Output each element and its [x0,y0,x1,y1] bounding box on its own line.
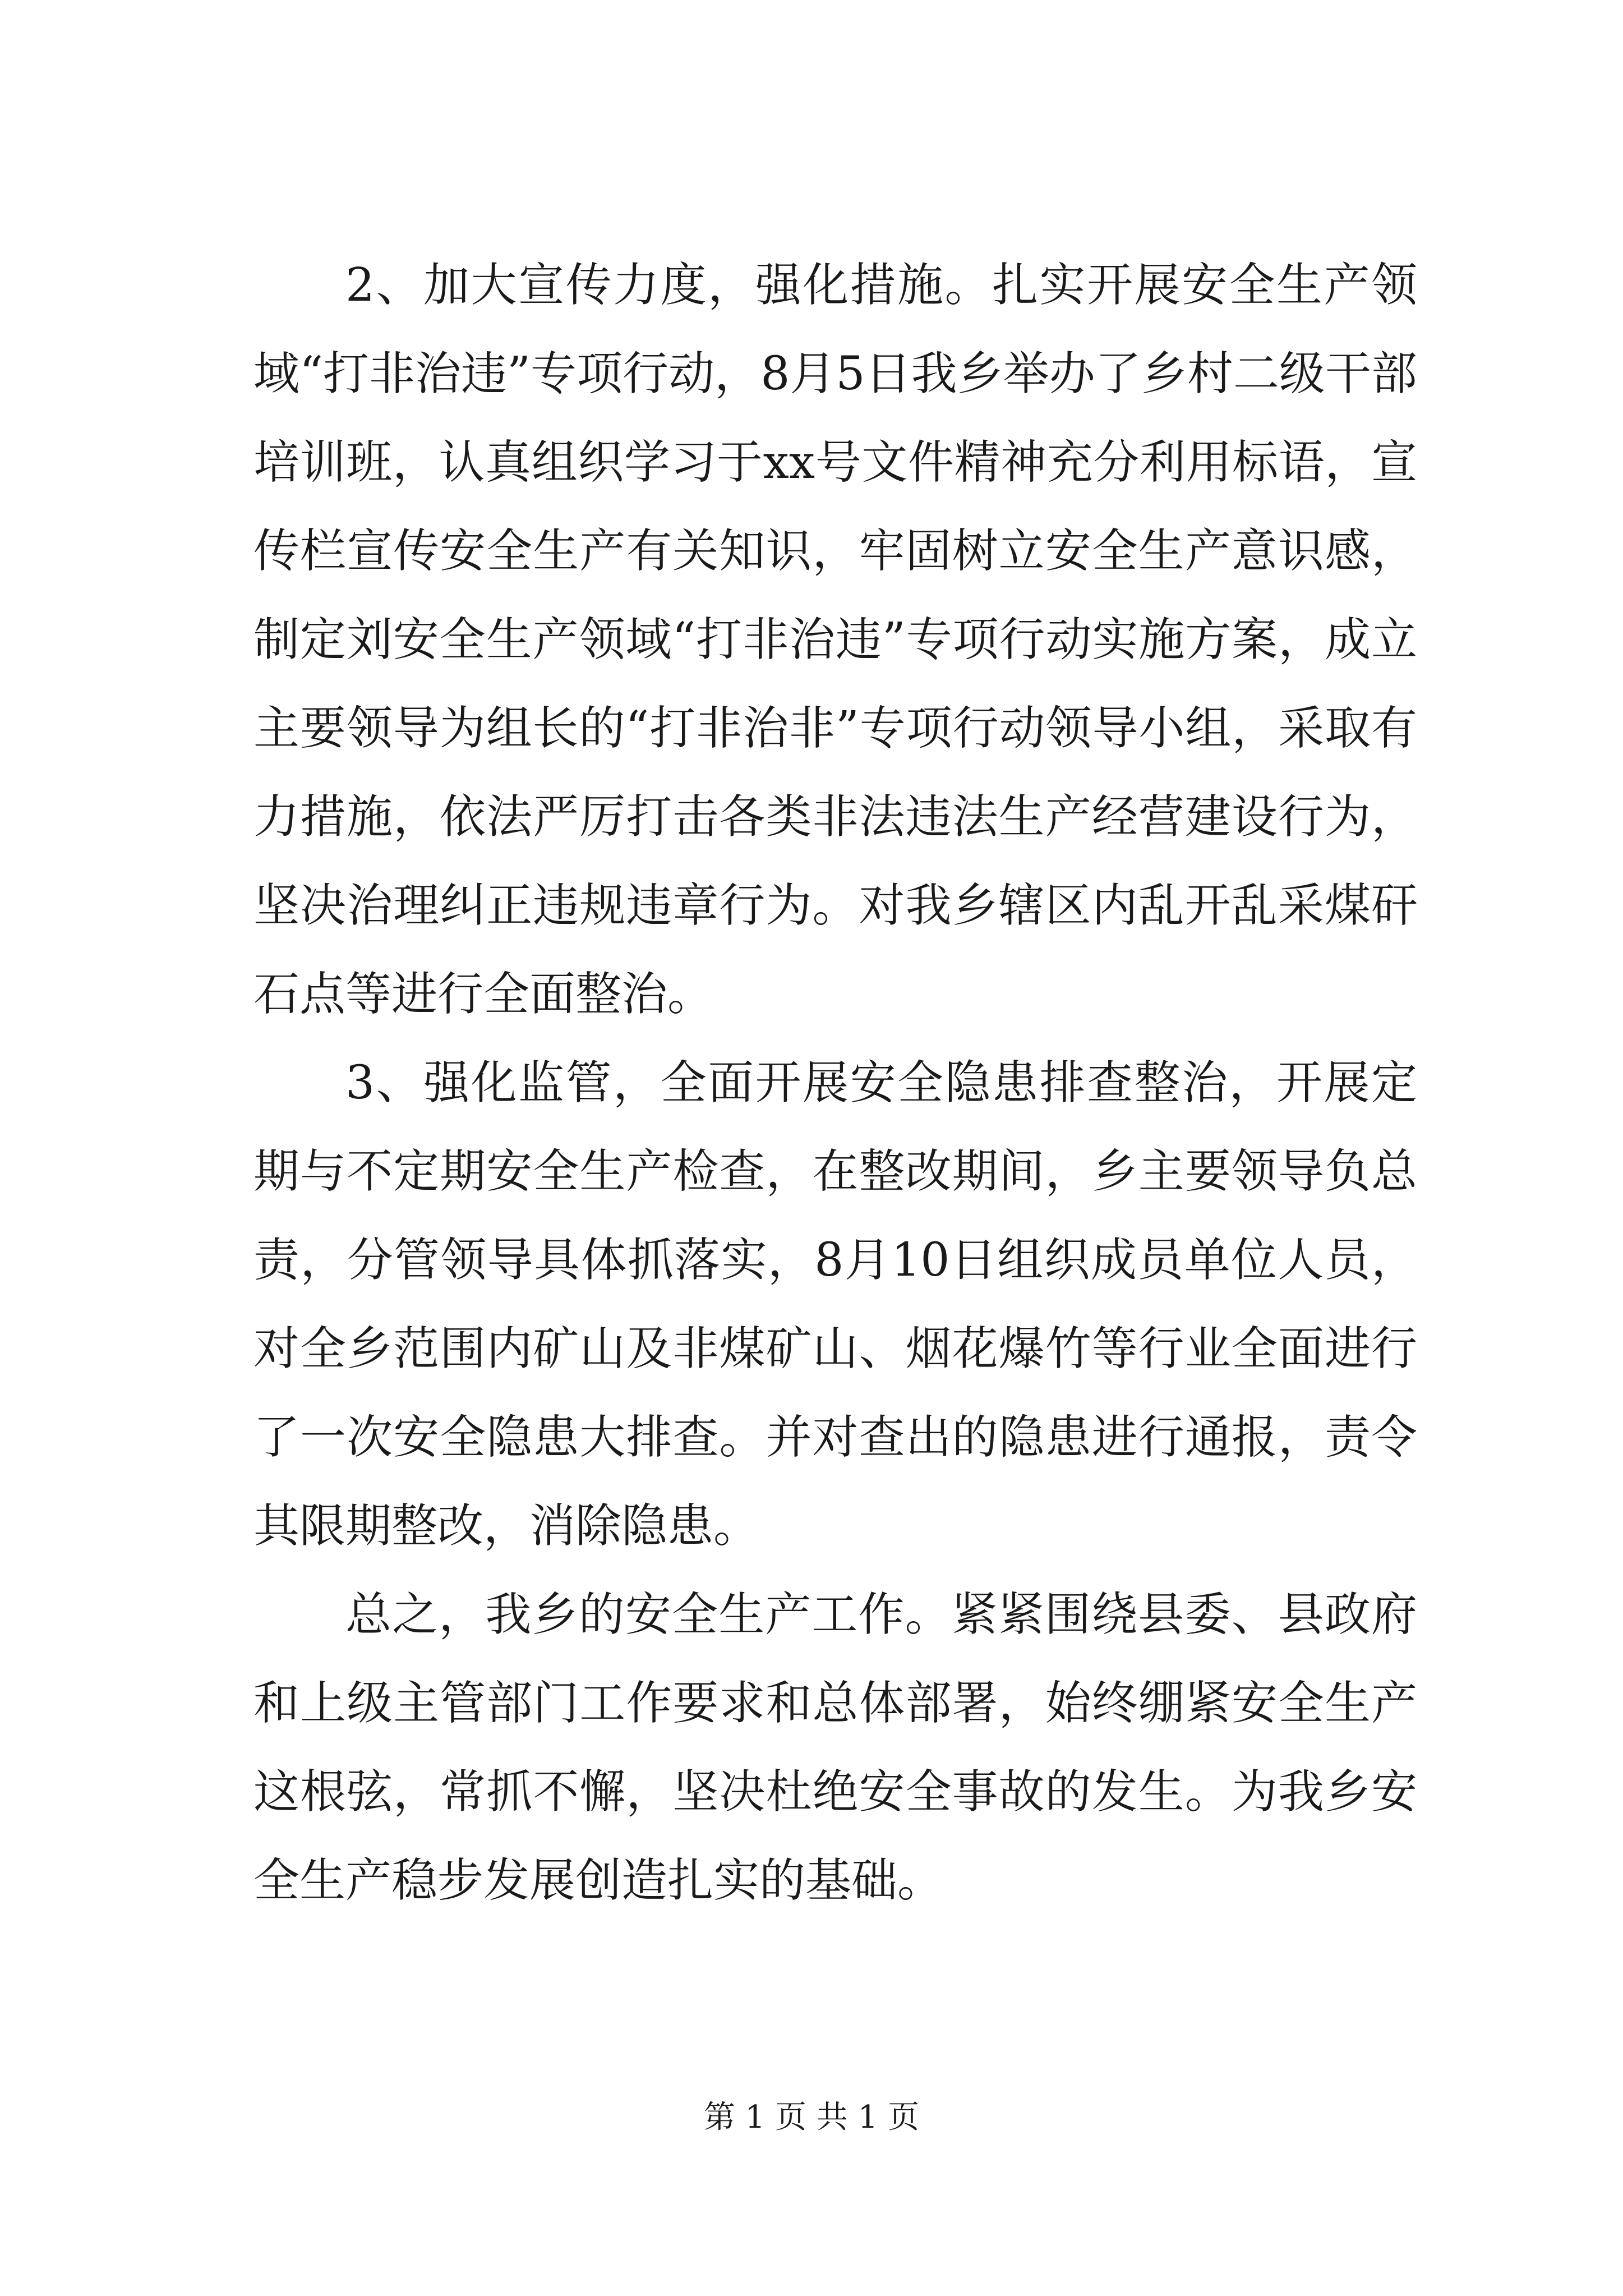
paragraph-publicity-measures: 2、加大宣传力度，强化措施。扎实开展安全生产领域“打非治违”专项行动，8月5日我乡举办了乡村二级干部培训班，认真组织学习于xx号文件精神充分利用标语，宣传栏宣传安全生产有关知识，牢固树立安全生产意识感，制定刘安全生产领域“打非治违”专项行动实施方案，成立主要领导为组长的“打非治非”专项行动领导小组，采取有力措施，依法严厉打击各类非法违法生产经营建设行为，坚决治理纠正违规违章行为。对我乡辖区内乱开乱采煤矸石点等进行全面整治。 [253,259,1417,1021]
paragraph-conclusion: 总之，我乡的安全生产工作。紧紧围绕县委、县政府和上级主管部门工作要求和总体部署，始终绷紧安全生产这根弦，常抓不懈，坚决杜绝安全事故的发生。为我乡安全生产稳步发展创造扎实的基础。 [253,1588,1417,1907]
document-body [253,241,1417,1925]
page-footer: 第 1 页 共 1 页 [703,2099,920,2136]
paragraph-supervision-inspection: 3、强化监管，全面开展安全隐患排查整治，开展定期与不定期安全生产检查，在整改期间，乡主要领导负总责，分管领导具体抓落实，8月10日组织成员单位人员，对全乡范围内矿山及非煤矿山、烟花爆竹等行业全面进行了一次安全隐患大排查。并对查出的隐患进行通报，责令其限期整改，消除隐患。 [253,1056,1417,1553]
